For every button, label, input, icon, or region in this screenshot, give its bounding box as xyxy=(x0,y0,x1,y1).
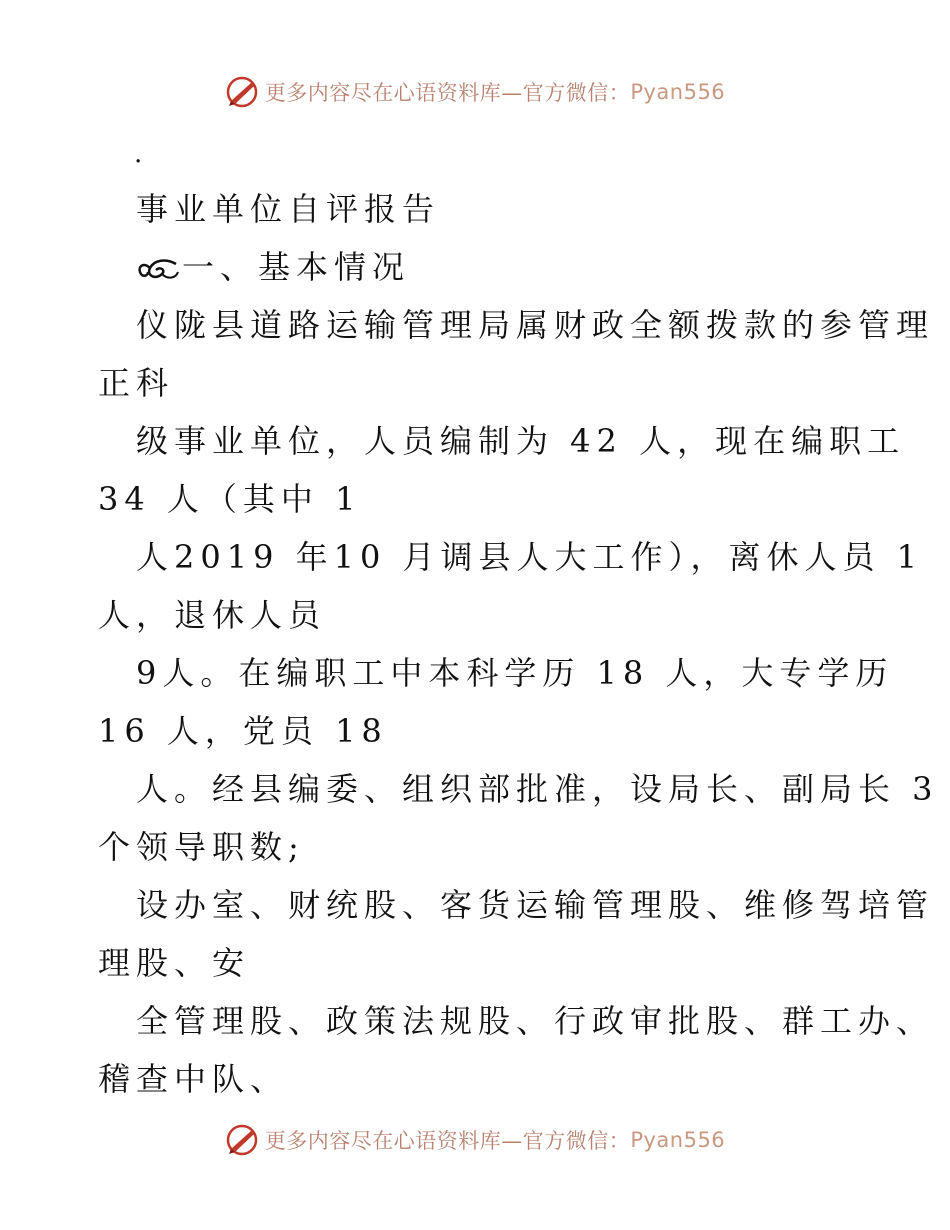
paragraph-line: 34 人（其中 1 xyxy=(98,480,362,518)
watermark-wechat-id: Pyan556 xyxy=(630,1128,726,1152)
pen-seal-logo xyxy=(225,75,259,109)
stray-dot: . xyxy=(134,139,149,169)
paragraph-line: 正科 xyxy=(98,364,175,402)
document-title: 事业单位自评报告 xyxy=(136,190,441,228)
pen-seal-logo xyxy=(225,1123,259,1157)
watermark-footer xyxy=(0,1120,950,1160)
paragraph-line: 理股、安 xyxy=(98,944,251,982)
paragraph-line: 个领导职数; xyxy=(98,828,305,866)
paragraph-line: 人2019 年10 月调县人大工作），离休人员 1 xyxy=(136,538,924,576)
paragraph-line: 全管理股、政策法规股、行政审批股、群工办、 xyxy=(136,1002,935,1040)
section-heading-text: 一、基本情况 xyxy=(182,248,411,286)
watermark-text: 更多内容尽在心语资料库—官方微信： xyxy=(264,81,631,105)
paragraph-line: 人。经县编委、组织部批准，设局长、副局长 3 xyxy=(136,770,939,808)
paragraph-line: 级事业单位，人员编制为 42 人，现在编职工 xyxy=(136,422,906,460)
paragraph-line: 仪陇县道路运输管理局属财政全额拨款的参管理 xyxy=(136,306,935,344)
section-heading xyxy=(98,238,898,296)
paragraph-line: 稽查中队、 xyxy=(98,1060,289,1098)
watermark-text: 更多内容尽在心语资料库—官方微信： xyxy=(264,1129,631,1153)
paragraph-line: 设办室、财统股、客货运输管理股、维修驾培管 xyxy=(136,886,935,924)
document-body xyxy=(98,128,939,1108)
watermark-wechat-id: Pyan556 xyxy=(630,80,726,104)
paragraph-line: 16 人，党员 18 xyxy=(98,712,388,750)
watermark-header xyxy=(0,72,950,112)
paragraph-line: 人，退休人员 xyxy=(98,596,327,634)
flourish-icon xyxy=(136,256,180,284)
paragraph-line: 9人。在编职工中本科学历 18 人，大专学历 xyxy=(136,654,894,692)
